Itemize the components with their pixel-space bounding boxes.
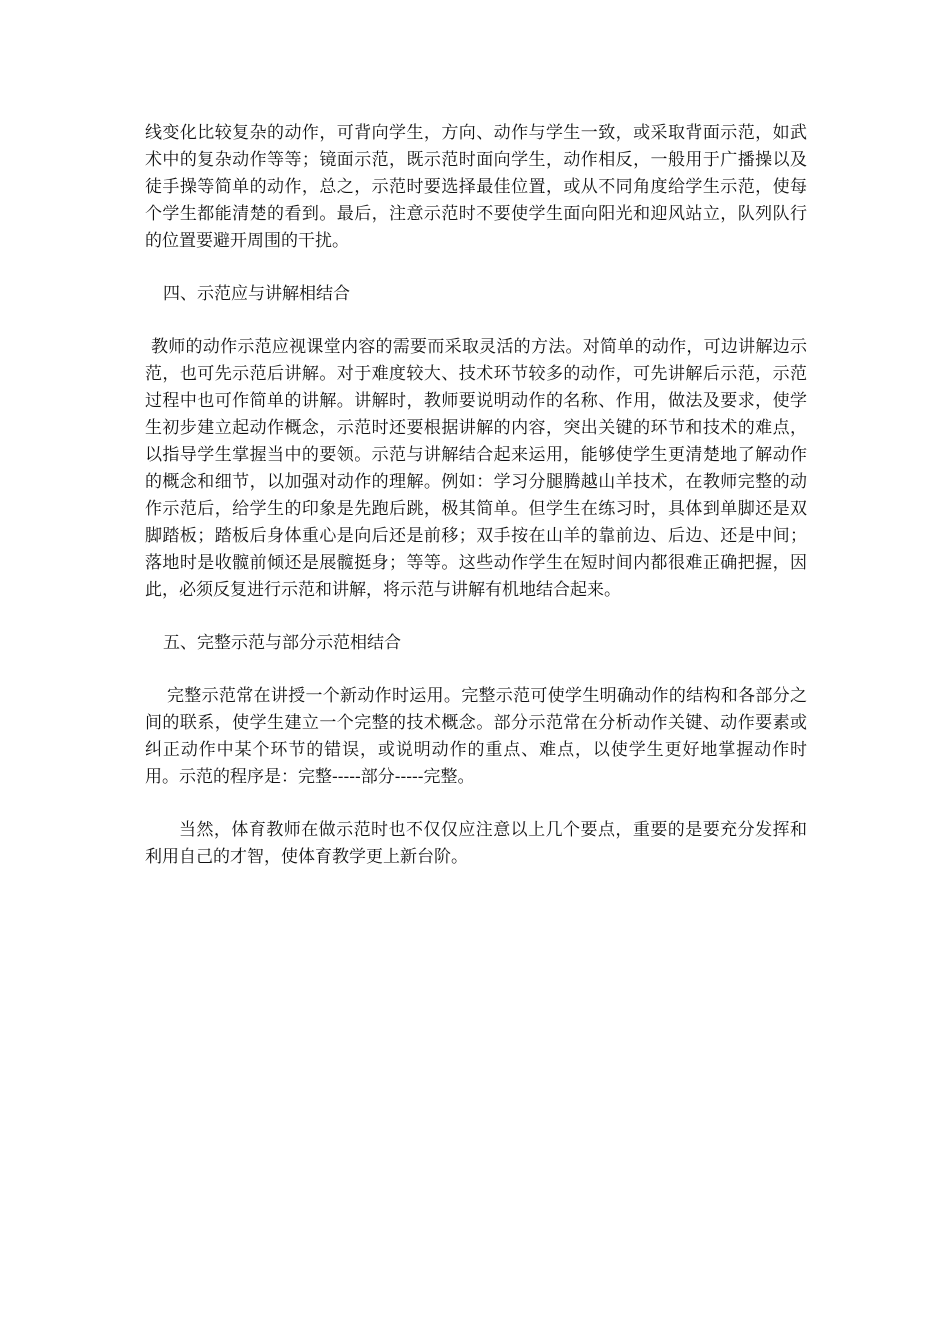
paragraph-conclusion: 当然，体育教师在做示范时也不仅仅应注意以上几个要点，重要的是要充分发挥和利用自己的才智，使体育教学更上新台阶。 <box>145 820 807 867</box>
paragraph-demo-explanation: 教师的动作示范应视课堂内容的需要而采取灵活的方法。对简单的动作，可边讲解边示范，也可先示范后讲解。对于难度较大、技术环节较多的动作，可先讲解后示范，示范过程中也可作简单的讲解。讲解时，教师要说明动作的名称、作用，做法及要求，使学生初步建立起动作概念，示范时还要根据讲解的内容，突出关键的环节和技术的难点，以指导学生掌握当中的要领。示范与讲解结合起来运用，能够使学生更清楚地了解动作的概念和细节，以加强对动作的理解。例如：学习分腿腾越山羊技术，在教师完整的动作示范后，给学生的印象是先跑后跳，极其简单。但学生在练习时，具体到单脚还是双脚踏板；踏板后身体重心是向后还是前移；双手按在山羊的靠前边、后边、还是中间；落地时是收髋前倾还是展髋挺身；等等。这些动作学生在短时间内都很难正确把握，因此，必须反复进行示范和讲解，将示范与讲解有机地结合起来。 <box>145 337 807 600</box>
paragraph-demo-position: 线变化比较复杂的动作，可背向学生，方向、动作与学生一致，或采取背面示范，如武术中的复杂动作等等；镜面示范，既示范时面向学生，动作相反，一般用于广播操以及徒手操等简单的动作，总之，示范时要选择最佳位置，或从不同角度给学生示范，使每个学生都能清楚的看到。最后，注意示范时不要使学生面向阳光和迎风站立，队列队行的位置要避开周围的干扰。 <box>145 123 807 251</box>
paragraph-complete-partial: 完整示范常在讲授一个新动作时运用。完整示范可使学生明确动作的结构和各部分之间的联系，使学生建立一个完整的技术概念。部分示范常在分析动作关键、动作要素或纠正动作中某个环节的错误，或说明动作的重点、难点，以使学生更好地掌握动作时用。示范的程序是：完整-----部分-----完整。 <box>145 686 807 787</box>
document-page <box>145 120 807 871</box>
section-heading-4: 四、示范应与讲解相结合 <box>163 284 350 304</box>
section-heading-5: 五、完整示范与部分示范相结合 <box>163 633 401 653</box>
